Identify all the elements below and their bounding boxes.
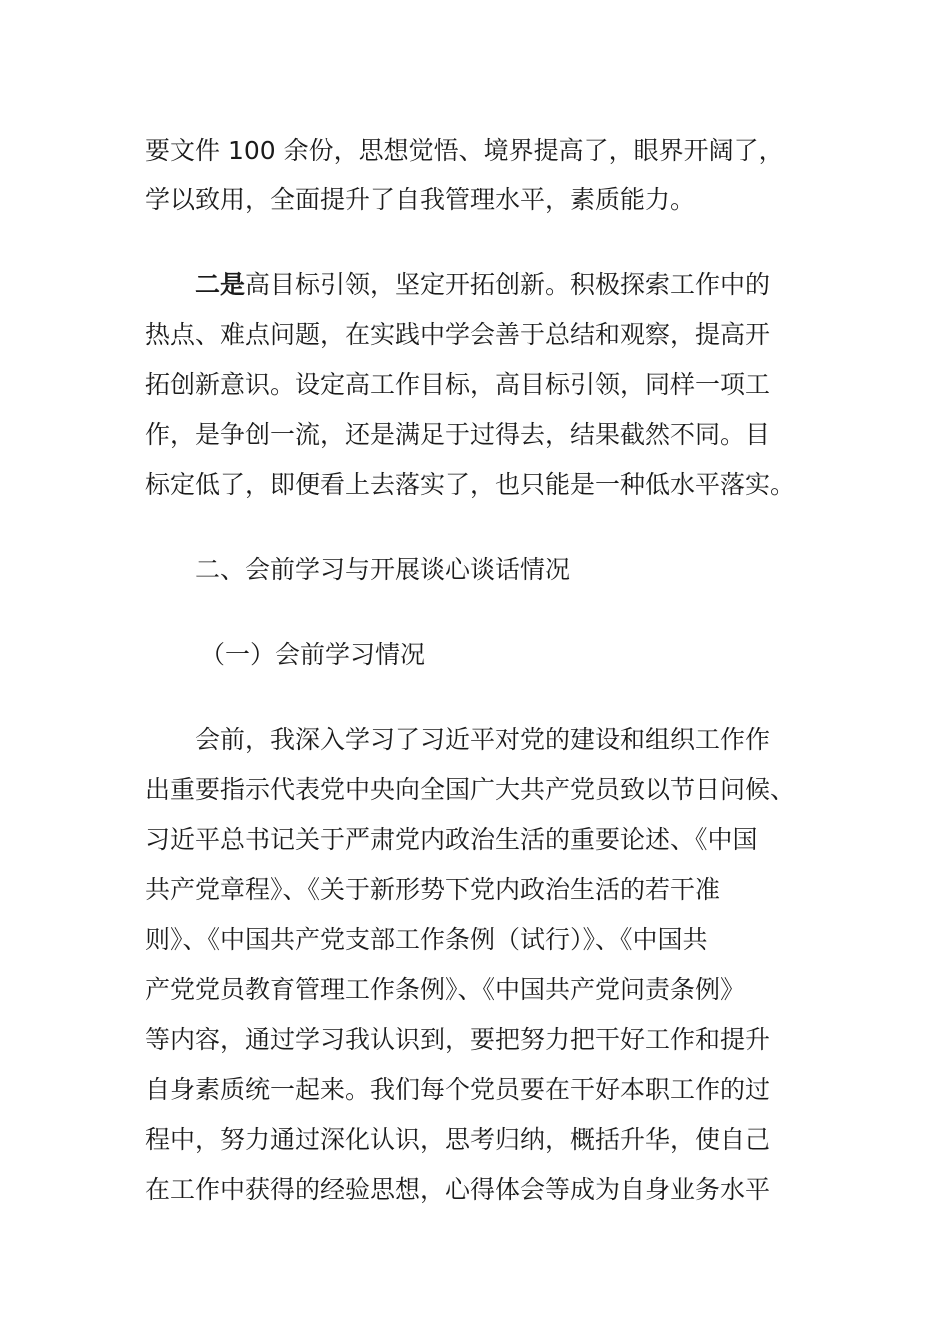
paragraph-3-line-7: 等内容，通过学习我认识到，要把努力把干好工作和提升 xyxy=(145,1025,771,1054)
paragraph-3-line-2: 出重要指示代表党中央向全国广大共产党员致以节日问候、 xyxy=(145,775,796,804)
paragraph-2-lead-bold: 二是 xyxy=(195,270,246,299)
paragraph-1-line-1: 要文件 100 余份，思想觉悟、境界提高了，眼界开阔了， xyxy=(145,136,784,165)
paragraph-2-line-5: 标定低了，即便看上去落实了，也只能是一种低水平落实。 xyxy=(145,470,796,499)
paragraph-3-line-10: 在工作中获得的经验思想，心得体会等成为自身业务水平 xyxy=(145,1175,771,1204)
paragraph-2-line-3: 拓创新意识。设定高工作目标，高目标引领，同样一项工 xyxy=(145,370,771,399)
paragraph-3-line-4: 共产党章程》、《关于新形势下党内政治生活的若干准 xyxy=(145,875,721,904)
section-heading-2: 二、会前学习与开展谈心谈话情况 xyxy=(195,555,571,584)
paragraph-2-line-1 xyxy=(195,268,770,302)
paragraph-2-line-4: 作，是争创一流，还是满足于过得去，结果截然不同。目 xyxy=(145,420,771,449)
paragraph-1-line-2: 学以致用，全面提升了自我管理水平，素质能力。 xyxy=(145,185,696,214)
paragraph-2-lead-rest: 高目标引领，坚定开拓创新。积极探索工作中的 xyxy=(245,270,771,299)
paragraph-2-line-2: 热点、难点问题，在实践中学会善于总结和观察，提高开 xyxy=(145,320,771,349)
subsection-heading-2-1: （一）会前学习情况 xyxy=(200,640,426,669)
paragraph-3-line-1: 会前，我深入学习了习近平对党的建设和组织工作作 xyxy=(195,725,771,754)
paragraph-3-line-8: 自身素质统一起来。我们每个党员要在干好本职工作的过 xyxy=(145,1075,771,1104)
paragraph-3-line-5: 则》、《中国共产党支部工作条例（试行）》、《中国共 xyxy=(145,925,708,954)
paragraph-3-line-3: 习近平总书记关于严肃党内政治生活的重要论述、《中国 xyxy=(145,825,758,854)
paragraph-3-line-9: 程中，努力通过深化认识，思考归纳，概括升华，使自己 xyxy=(145,1125,771,1154)
paragraph-3-line-6: 产党党员教育管理工作条例》、《中国共产党问责条例》 xyxy=(145,975,746,1004)
